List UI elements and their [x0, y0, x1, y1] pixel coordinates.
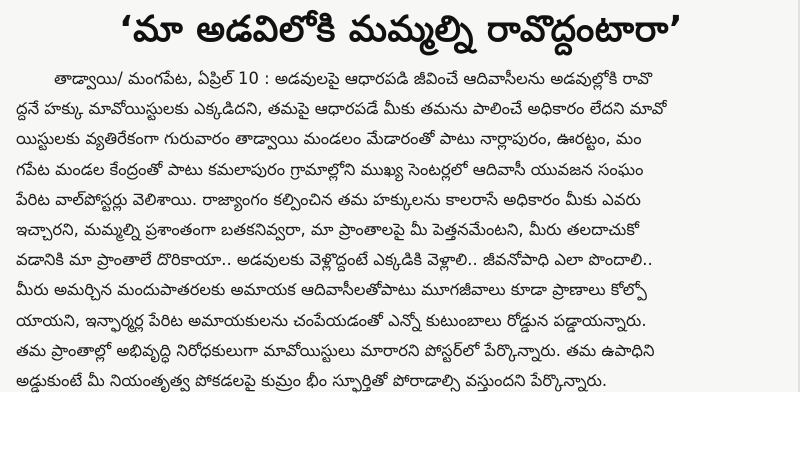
article-line: గపేట మండల కేంద్రంతో పాటు కమలాపురం గ్రామాల్లోని ముఖ్య సెంటర్లలో ఆదివాసీ యువజన సంఘం: [16, 159, 644, 179]
article-line: తమ ప్రాంతాల్లో అభివృద్ధి నిరోధకులుగా మావోయిస్టులు మారారని పోస్టర్‌లో పేర్కొన్నారు. తమ ఉపాధిని: [16, 340, 655, 360]
article-line: పేరిట వాల్‌పోస్టర్లు వెలిశాయి. రాజ్యాంగం కల్పించిన తమ హక్కులను కాలరాసే అధికారం మీకు ఎవరు: [16, 189, 641, 209]
article-line: తాడ్వాయి/ మంగపేట, ఏప్రిల్ 10 : అడవులపై ఆధారపడి జీవించే ఆదివాసీలను అడవుల్లోకి రావొ: [54, 69, 653, 88]
article-line: అడ్డుకుంటే మీ నియంతృత్వ పోకడలపై కుమ్రం భీం స్ఫూర్తితో పోరాడాల్సి వస్తుందని పేర్కొన్నారు.: [16, 370, 608, 390]
article-body: [16, 64, 786, 396]
article-line: ద్దనే హక్కు మావోయిస్టులకు ఎక్కడిదని, తమపై ఆధారపడే మీకు తమను పాలించే అధికారం లేదని మావో: [16, 99, 667, 119]
article-line: యిస్టులకు వ్యతిరేకంగా గురువారం తాడ్వాయి మండలం మేడారంతో పాటు నార్లాపురం, ఊరట్టం, మం: [16, 129, 642, 149]
article-headline: ‘మా అడవిలోకి మమ్మల్ని రావొద్దంటారా’: [118, 9, 684, 50]
article-line: మీరు అమర్చిన మందుపాతరలకు అమాయక ఆదివాసీలతోపాటు మూగజీవాలు కూడా ప్రాణాలు కోల్పో: [16, 280, 647, 300]
article-line: వడానికి మా ప్రాంతాలే దొరికాయా.. అడవులకు వెళ్లొద్దంటే ఎక్కడికి వెళ్లాలి.. జీవనోపాధి ఎలా పొందాలి..: [16, 250, 653, 270]
article-line: యాయని, ఇన్ఫార్మర్ల పేరిట అమాయకులను చంపేయడంతో ఎన్నో కుటుంబాలు రోడ్డున పడ్డాయన్నారు.: [16, 310, 647, 330]
article-line: ఇచ్చారని, మమ్మల్ని ప్రశాంతంగా బతకనివ్వరా, మా ప్రాంతాలపై మీ పెత్తనమేంటని, మీరు తలదాచుకో: [16, 219, 639, 239]
